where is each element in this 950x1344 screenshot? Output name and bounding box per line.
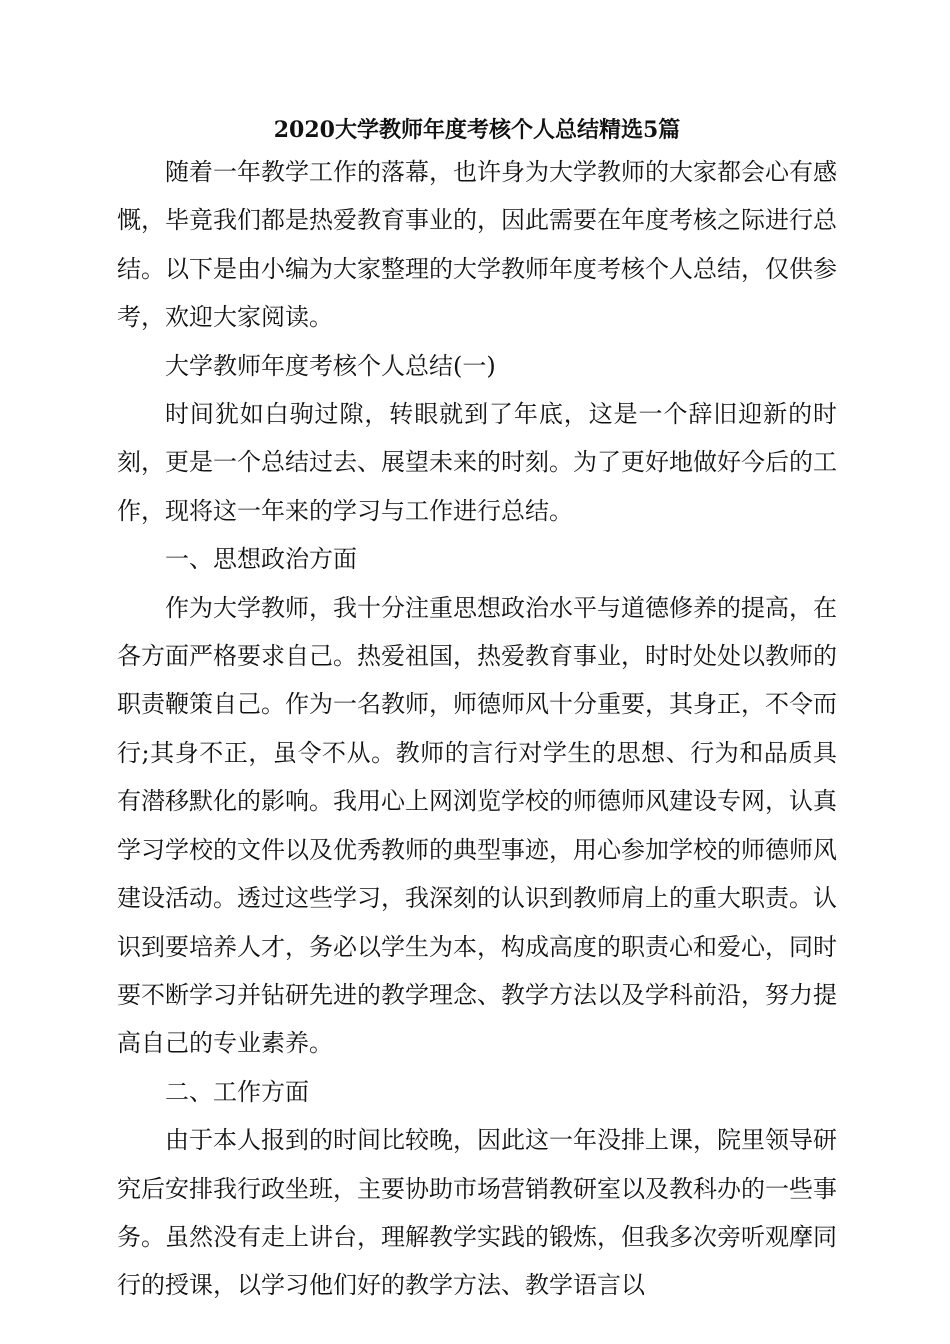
intro-paragraph: 随着一年教学工作的落幕，也许身为大学教师的大家都会心有感慨，毕竟我们都是热爱教育事业的，因此需要在年度考核之际进行总结。以下是由小编为大家整理的大学教师年度考核个人总结，仅供参考，欢迎大家阅读。 bbox=[117, 158, 837, 332]
work-paragraph: 由于本人报到的时间比较晚，因此这一年没排上课，院里领导研究后安排我行政坐班，主要协助市场营销教研室以及教科办的一些事务。虽然没有走上讲台，理解教学实践的锻炼，但我多次旁听观摩同行的授课，以学习他们好的教学方法、教学语言以 bbox=[117, 1126, 837, 1300]
subheading-work: 二、工作方面 bbox=[165, 1077, 309, 1106]
document-page bbox=[117, 112, 837, 1310]
summary-opening-paragraph: 时间犹如白驹过隙，转眼就到了年底，这是一个辞旧迎新的时刻，更是一个总结过去、展望未来的时刻。为了更好地做好今后的工作，现将这一年来的学习与工作进行总结。 bbox=[117, 400, 837, 525]
subheading-ideology: 一、思想政治方面 bbox=[165, 545, 357, 574]
ideology-paragraph: 作为大学教师，我十分注重思想政治水平与道德修养的提高，在各方面严格要求自己。热爱祖国，热爱教育事业，时时处处以教师的职责鞭策自己。作为一名教师，师德师风十分重要，其身正，不令而行;其身不正，虽令不从。教师的言行对学生的思想、行为和品质具有潜移默化的影响。我用心上网浏览学校的师德师风建设专网，认真学习学校的文件以及优秀教师的典型事迹，用心参加学校的师德师风建设活动。透过这些学习，我深刻的认识到教师肩上的重大职责。认识到要培养人才，务必以学生为本，构成高度的职责心和爱心，同时要不断学习并钻研先进的教学理念、教学方法以及学科前沿，努力提高自己的专业素养。 bbox=[117, 593, 837, 1058]
section-heading-summary-one: 大学教师年度考核个人总结(一) bbox=[165, 351, 496, 380]
document-title: 2020大学教师年度考核个人总结精选5篇 bbox=[273, 117, 681, 143]
